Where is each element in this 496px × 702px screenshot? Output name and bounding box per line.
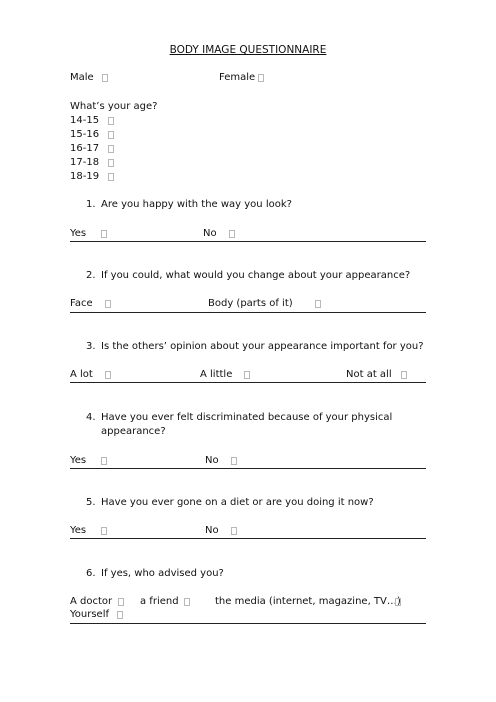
answer-checkbox[interactable] — [101, 527, 107, 535]
question-text: Are you happy with the way you look? — [101, 199, 292, 210]
age-option-label: 16-17 — [70, 143, 100, 154]
answer-checkbox[interactable] — [184, 598, 190, 606]
question-text: appearance? — [101, 426, 166, 437]
answer-label: Face — [70, 298, 93, 309]
answer-divider — [70, 382, 426, 383]
gender-male-option — [70, 72, 94, 84]
answer-checkbox[interactable] — [117, 611, 123, 619]
age-option-checkbox[interactable] — [108, 131, 114, 139]
age-option-checkbox[interactable] — [108, 145, 114, 153]
answer-checkbox[interactable] — [401, 371, 407, 379]
answer-label: a friend — [140, 596, 179, 607]
question-text: If you could, what would you change about your appearance? — [101, 270, 411, 281]
answer-divider — [70, 468, 426, 469]
question-number: 5. — [86, 497, 96, 508]
answer-checkbox[interactable] — [101, 230, 107, 238]
answer-checkbox[interactable] — [395, 598, 401, 606]
gender-female-checkbox[interactable] — [258, 74, 264, 82]
question-number: 4. — [86, 412, 96, 423]
answer-label: Yes — [70, 228, 87, 239]
answer-label: No — [203, 228, 217, 239]
answer-label: Yes — [70, 525, 87, 536]
answer-checkbox[interactable] — [105, 300, 111, 308]
age-option-label: 15-16 — [70, 129, 100, 140]
answer-label: A little — [200, 369, 233, 380]
question-text: If yes, who advised you? — [101, 568, 224, 579]
question-number: 3. — [86, 341, 96, 352]
answer-divider — [70, 312, 426, 313]
answer-checkbox[interactable] — [101, 457, 107, 465]
answer-label: Body (parts of it) — [208, 298, 293, 309]
answer-checkbox[interactable] — [105, 371, 111, 379]
question-text: Have you ever felt discriminated because of your physical — [101, 412, 393, 423]
answer-label: Yes — [70, 455, 87, 466]
answer-divider — [70, 623, 426, 624]
answer-label: Not at all — [346, 369, 392, 380]
age-option-checkbox[interactable] — [108, 117, 114, 125]
age-option-label: 18-19 — [70, 171, 100, 182]
answer-divider — [70, 538, 426, 539]
gender-female-label: Female — [219, 72, 256, 83]
page-title: BODY IMAGE QUESTIONNAIRE — [169, 44, 327, 56]
age-option-checkbox[interactable] — [108, 159, 114, 167]
answer-label: A lot — [70, 369, 93, 380]
question-text: Have you ever gone on a diet or are you doing it now? — [101, 497, 374, 508]
answer-label: A doctor — [70, 596, 113, 607]
answer-checkbox[interactable] — [315, 300, 321, 308]
answer-checkbox[interactable] — [231, 527, 237, 535]
question-number: 2. — [86, 270, 96, 281]
question-number: 6. — [86, 568, 96, 579]
gender-male-label: Male — [70, 72, 94, 83]
gender-male-checkbox[interactable] — [102, 74, 108, 82]
answer-label: the media (internet, magazine, TV…) — [215, 596, 401, 607]
question-text: Is the others’ opinion about your appearance important for you? — [101, 341, 424, 352]
age-option-label: 14-15 — [70, 115, 100, 126]
age-question: What’s your age? — [70, 101, 158, 112]
answer-label: No — [205, 455, 219, 466]
question-number: 1. — [86, 199, 96, 210]
age-option-checkbox[interactable] — [108, 173, 114, 181]
answer-label: Yourself — [70, 609, 110, 620]
answer-checkbox[interactable] — [231, 457, 237, 465]
answer-checkbox[interactable] — [244, 371, 250, 379]
age-option-label: 17-18 — [70, 157, 100, 168]
answer-checkbox[interactable] — [229, 230, 235, 238]
gender-female-option — [219, 72, 255, 84]
answer-label: No — [205, 525, 219, 536]
answer-divider — [70, 241, 426, 242]
answer-checkbox[interactable] — [118, 598, 124, 606]
